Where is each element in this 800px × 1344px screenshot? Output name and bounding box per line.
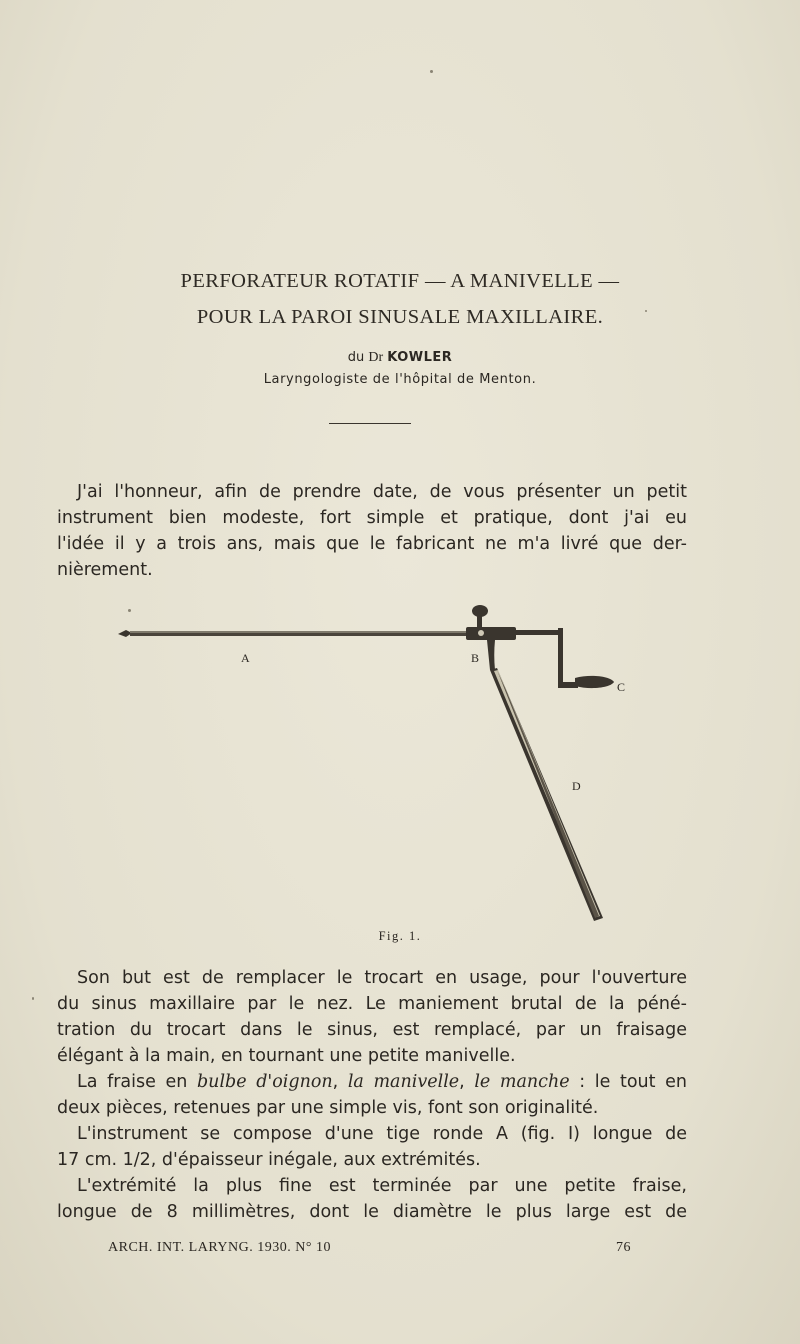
text-line: L'instrument se compose d'une tige ronde A (fig. I) longue de — [77, 1124, 687, 1144]
figure-label-a: A — [241, 651, 250, 665]
figure-label-d: D — [572, 779, 581, 793]
text-line: tration du trocart dans le sinus, est remplacé, par un fraisage — [57, 1020, 687, 1040]
article-title-line-1: PERFORATEUR ROTATIF — A MANIVELLE — — [180, 270, 620, 292]
author-name: KOWLER — [387, 350, 453, 365]
paper-speck — [128, 609, 131, 612]
handle-neck — [487, 640, 495, 670]
figure-label-b: B — [471, 651, 480, 665]
paper-speck — [645, 310, 647, 312]
screw-head — [472, 605, 488, 617]
text-line: 17 cm. 1/2, d'épaisseur inégale, aux extrémités. — [57, 1150, 481, 1170]
journal-reference: ARCH. INT. LARYNG. 1930. N° 10 — [108, 1240, 331, 1255]
text-line: deux pièces, retenues par une simple vis, font son originalité. — [57, 1098, 599, 1118]
author-line — [0, 350, 800, 366]
figure-caption: Fig. 1. — [378, 929, 422, 943]
text-line: l'idée il y a trois ans, mais que le fabricant ne m'a livré que der- — [57, 534, 687, 554]
text-line: élégant à la main, en tournant une petite manivelle. — [57, 1046, 516, 1066]
intro-paragraph — [57, 479, 687, 583]
burr-tip — [118, 630, 132, 637]
paper-speck — [430, 70, 433, 73]
text-line: L'extrémité la plus fine est terminée par une petite fraise, — [77, 1176, 687, 1196]
italic-term-handle: le manche — [474, 1072, 570, 1092]
italic-term-crank: la manivelle — [347, 1072, 460, 1092]
italic-term-bulb: bulbe d'oignon — [196, 1072, 333, 1092]
body-paragraph-tip — [57, 1173, 687, 1225]
text-line: J'ai l'honneur, afin de prendre date, de vous présenter un petit — [77, 482, 687, 502]
collar-b — [466, 627, 516, 640]
title-divider — [329, 423, 411, 424]
paper-speck — [32, 997, 34, 1000]
author-prefix: du — [347, 350, 365, 365]
body-paragraph-composition — [57, 1121, 687, 1173]
perforator-drawing — [110, 598, 640, 933]
page-number: 76 — [616, 1240, 631, 1255]
crank-handle-c — [575, 676, 614, 688]
author-affiliation: Laryngologiste de l'hôpital de Menton. — [263, 372, 537, 387]
text-line: La fraise en bulbe d'oignon, la manivelle, le manche : le tout en — [77, 1072, 687, 1092]
body-paragraph-originality — [57, 1069, 687, 1121]
body-paragraph-purpose — [57, 965, 687, 1069]
crank-arm — [558, 628, 563, 688]
instrument-figure — [110, 598, 640, 933]
text-line: Son but est de remplacer le trocart en usage, pour l'ouverture — [77, 968, 687, 988]
text-line: instrument bien modeste, fort simple et pratique, dont j'ai eu — [57, 508, 687, 528]
text-line: du sinus maxillaire par le nez. Le maniement brutal de la péné- — [57, 994, 687, 1014]
figure-label-c: C — [617, 680, 626, 694]
text-line: longue de 8 millimètres, dont le diamètre le plus large est de — [57, 1202, 687, 1222]
author-title: Dr — [368, 350, 384, 365]
text-line: nièrement. — [57, 560, 153, 580]
article-title-line-2: POUR LA PAROI SINUSALE MAXILLAIRE. — [196, 306, 604, 328]
crank-shaft — [514, 630, 562, 635]
